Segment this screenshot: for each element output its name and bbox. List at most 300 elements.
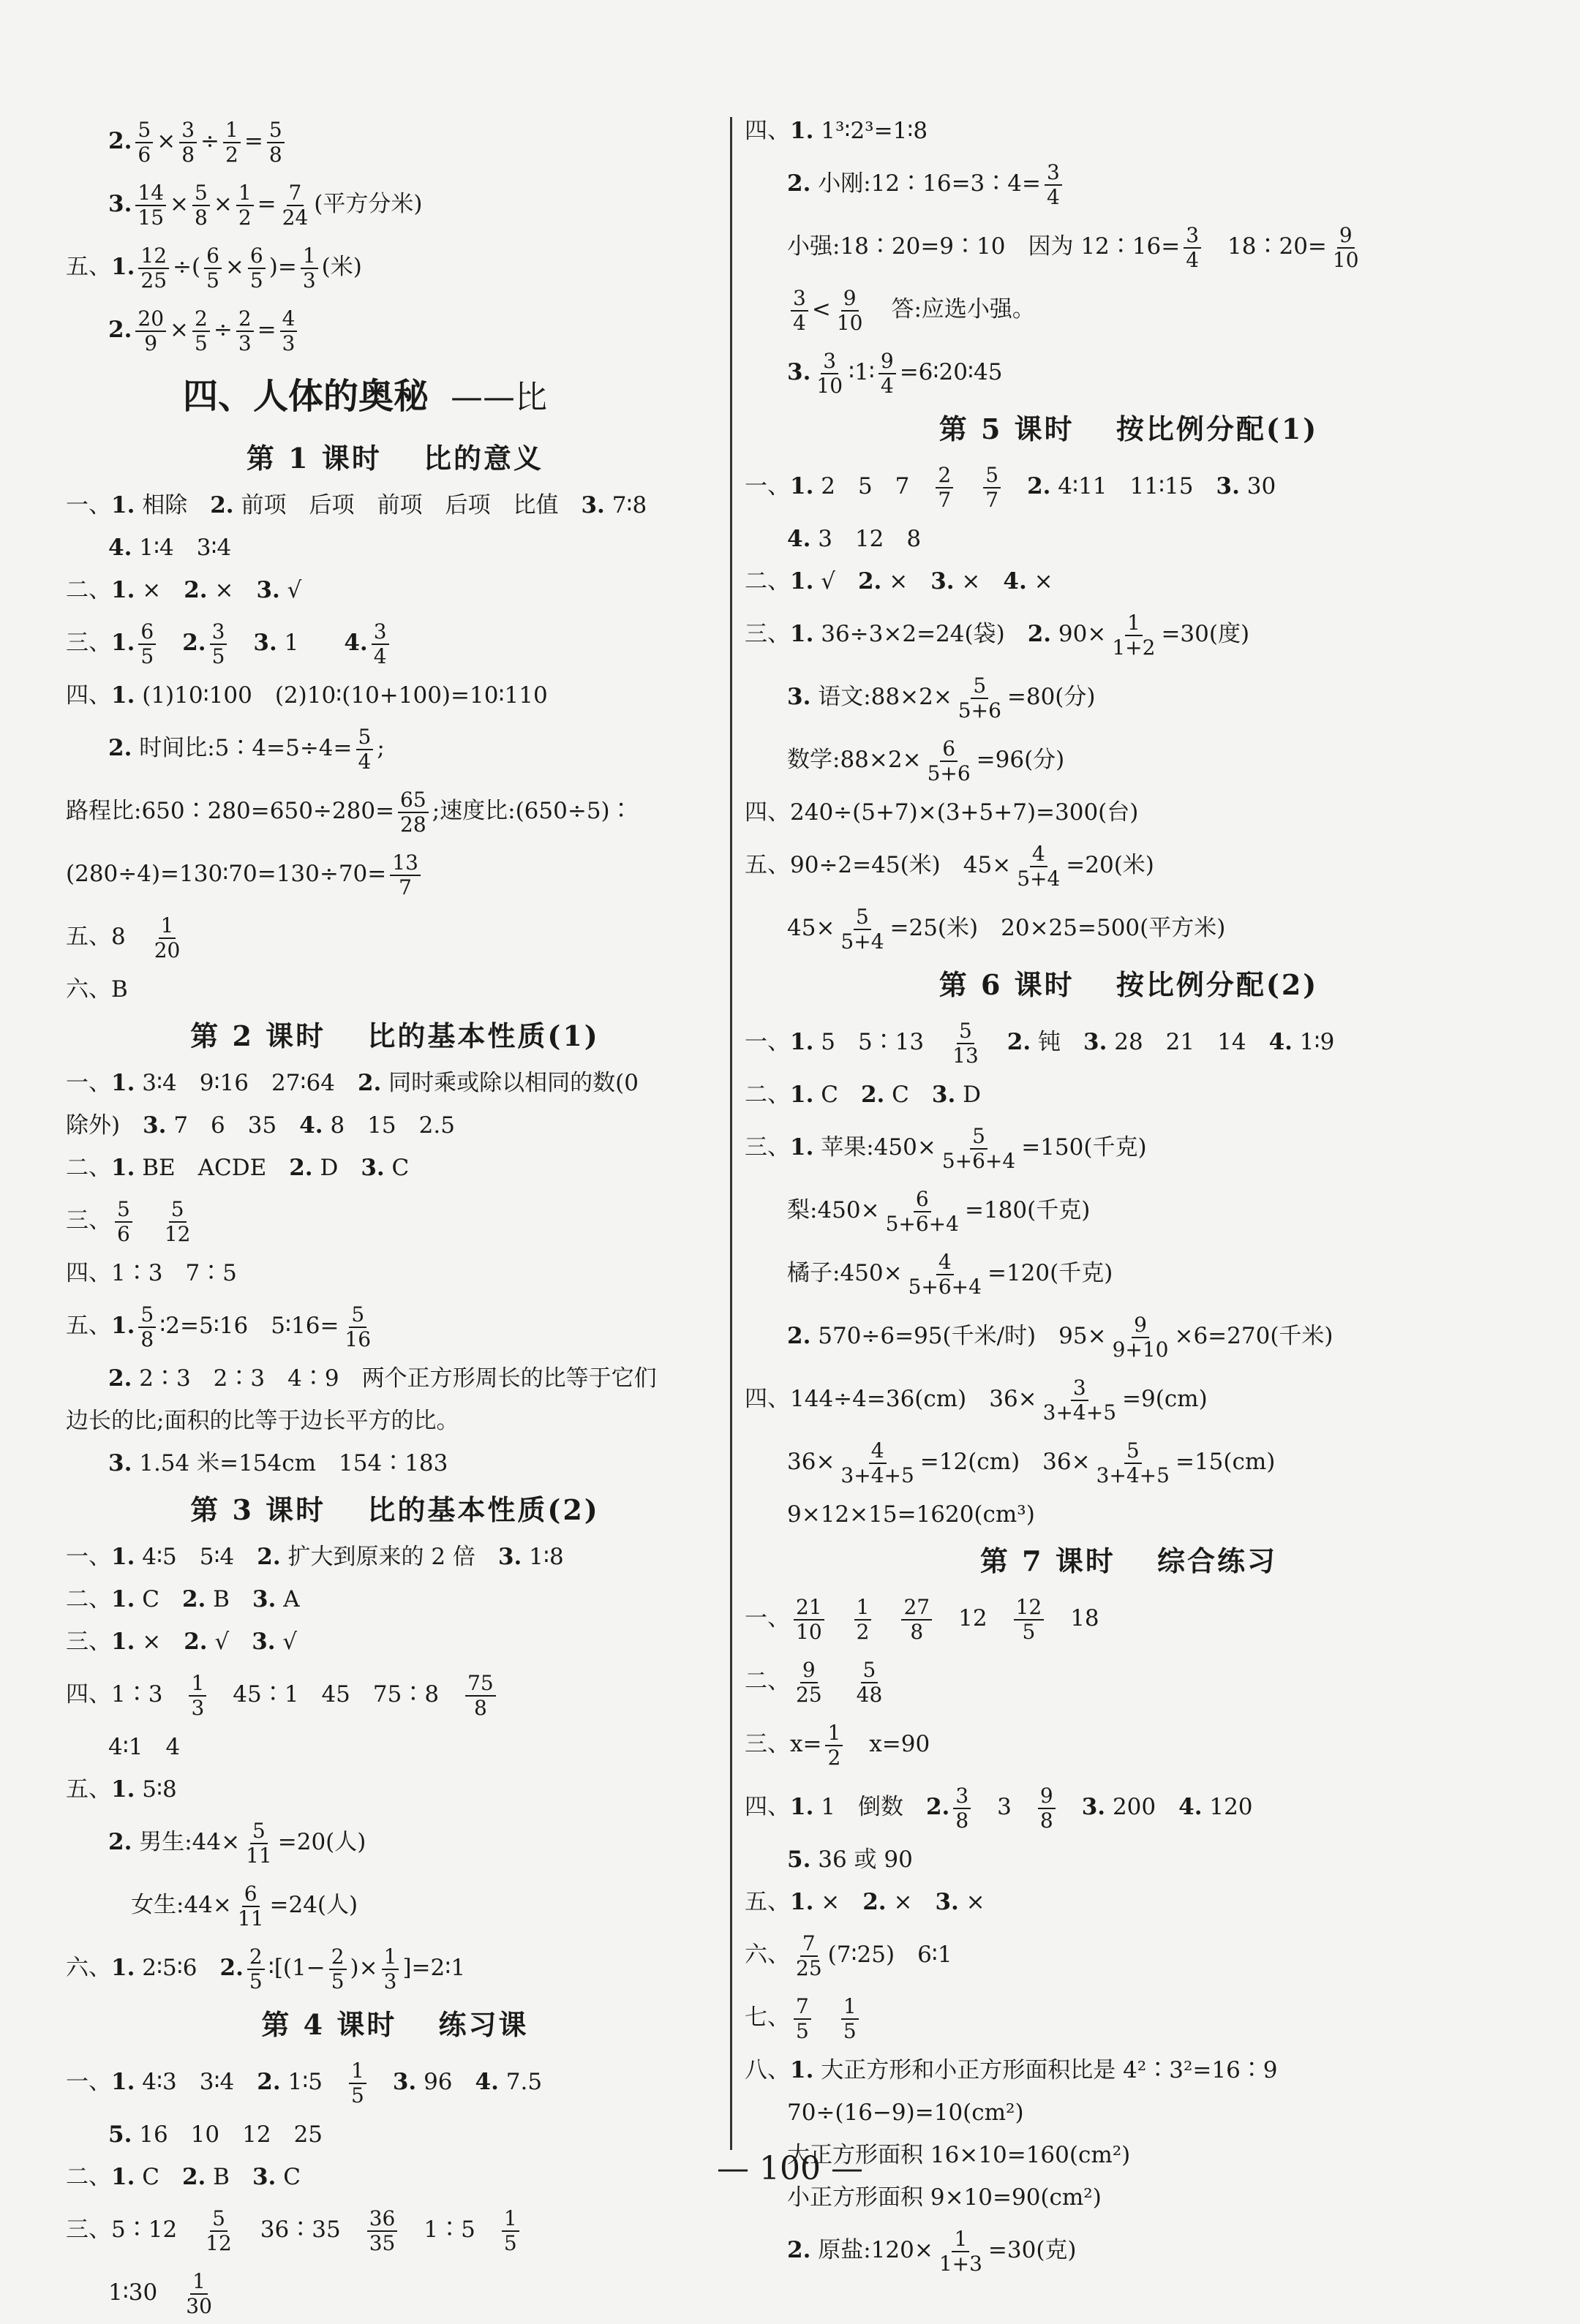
fraction-numerator: 5 <box>192 181 210 205</box>
item-number: 1. <box>790 1889 814 1915</box>
fraction-numerator: 3 <box>210 620 227 644</box>
fraction <box>115 1198 132 1245</box>
answer-line: 四、1. 1³∶2³=1∶8 <box>745 118 928 144</box>
answer-line: 六、 $\frac{7}{25}$ (7∶25) 6∶1 <box>745 1931 952 1980</box>
fraction-denominator: 5 <box>249 1969 263 1993</box>
unit-title <box>66 361 724 433</box>
fraction <box>280 181 311 229</box>
answer-line: 三、x= $\frac{1}{2}$ x=90 <box>745 1721 930 1770</box>
item-number: 3. <box>1216 473 1240 499</box>
answer-line: 三、1. 36÷3×2=24(袋) 2. 90× $\frac{1}{1+2}$ =30(度) <box>745 611 1250 660</box>
item-number: 1. <box>111 254 135 280</box>
fraction-numerator: 5 <box>971 674 988 698</box>
fraction-denominator: 3 <box>282 331 296 355</box>
answer-line: 六、B <box>66 976 128 1003</box>
fraction-numerator: 1 <box>825 1721 843 1746</box>
fraction-denominator: 5 <box>331 1969 345 1993</box>
fraction-numerator: 6 <box>242 1882 260 1906</box>
fraction-denominator: 8 <box>1039 1808 1053 1833</box>
fraction-denominator: 5 <box>249 268 263 293</box>
fraction <box>382 1945 399 1993</box>
fraction-numerator: 5 <box>267 118 285 143</box>
fraction-denominator: 8 <box>195 205 208 230</box>
answer-line: 四、1. 1 倒数 2. $\frac{3}{8}$ 3 $\frac{9}{8}$ 3. 200 4. 120 <box>745 1784 1253 1833</box>
column-divider <box>730 117 732 2150</box>
fraction <box>244 1819 274 1867</box>
fraction-numerator: 2 <box>329 1945 347 1969</box>
fraction-denominator: 7 <box>938 487 952 512</box>
fraction-numerator: 1 <box>236 181 254 205</box>
answer-line: 二、1. C 2. B 3. C <box>66 2164 301 2190</box>
fraction <box>950 1019 981 1067</box>
fraction <box>162 1198 193 1245</box>
answer-line: 二、1. C 2. B 3. A <box>66 1586 300 1612</box>
answer-line: 三、1. × 2. √ 3. √ <box>66 1629 298 1655</box>
fraction <box>1094 1439 1172 1487</box>
fraction-denominator: 5 <box>140 644 154 668</box>
fraction-numerator: 7 <box>287 181 304 205</box>
fraction-denominator: 2 <box>856 1619 870 1644</box>
fraction <box>1045 161 1062 208</box>
answer-line: 四、1∶3 $\frac{1}{3}$ 45∶1 45 75∶8 $\frac{75}{8}$ <box>66 1663 724 1726</box>
fraction-denominator: 48 <box>856 1682 883 1707</box>
fraction-denominator: 5+6+4 <box>941 1148 1016 1173</box>
item-number: 3. <box>930 568 955 595</box>
fraction-denominator: 5 <box>503 2230 517 2255</box>
fraction <box>301 244 318 292</box>
fraction-numerator: 6 <box>940 737 958 761</box>
fraction-denominator: 15 <box>138 205 165 230</box>
answer-line: 二、1. × 2. × 3. √ <box>66 577 302 603</box>
answer-line: 五、90÷2=45(米) 45× $\frac{4}{5+4}$ =20(米) <box>745 842 1154 891</box>
fraction-denominator: 4 <box>880 373 894 398</box>
item-number: 2. <box>787 170 811 197</box>
fraction <box>838 1439 916 1487</box>
fraction <box>879 350 896 397</box>
fraction-numerator: 5 <box>138 1303 156 1327</box>
answer-line: 1∶30 $\frac{1}{30}$ <box>66 2261 724 2324</box>
fraction-numerator: 4 <box>1030 842 1047 867</box>
fraction-denominator: 5 <box>195 331 208 355</box>
answer-line: 4. 3 12 8 <box>787 526 922 552</box>
item-number: 3. <box>108 191 132 217</box>
answer-line: 2. $\frac{5}{6}$ × $\frac{3}{8}$ ÷ $\frac{1}{2}$ = $\frac{5}{8}$ <box>66 110 724 173</box>
fraction-numerator: 5 <box>250 1819 268 1844</box>
fraction <box>372 620 389 668</box>
item-number: 2. <box>1027 621 1052 647</box>
answer-line: 三、1. 苹果:450× $\frac{5}{5+6+4}$ =150(千克) <box>745 1124 1147 1173</box>
fraction <box>236 1882 266 1930</box>
fraction-numerator: 2 <box>247 1945 265 1969</box>
answer-line: 45× $\frac{5}{5+4}$ =25(米) 20×25=500(平方米) <box>787 905 1226 954</box>
fraction-denominator: 10 <box>1332 247 1359 272</box>
answer-line: 一、1. 相除 2. 前项 后项 前项 后项 比值 3. 7∶8 <box>66 492 647 518</box>
right-column <box>745 110 1513 2282</box>
item-number: 3. <box>361 1155 385 1181</box>
fraction-numerator: 5 <box>983 464 1001 488</box>
answer-line: 2. 原盐:120× $\frac{1}{1+3}$ =30(克) <box>787 2227 1077 2276</box>
fraction <box>398 788 429 836</box>
fraction-denominator: 9+10 <box>1112 1337 1169 1362</box>
fraction <box>794 1995 811 2042</box>
item-number: 2. <box>108 1829 132 1855</box>
fraction-numerator: 5 <box>115 1198 132 1222</box>
fraction <box>135 118 153 166</box>
fraction-numerator: 7 <box>794 1995 811 2019</box>
fraction-denominator: 3 <box>302 268 316 293</box>
answer-line: 女生:44× $\frac{6}{11}$ =24(人) <box>108 1882 358 1931</box>
fraction-denominator: 28 <box>400 812 426 837</box>
lesson-heading: 第 1 课时 比的意义 <box>246 442 544 475</box>
fraction-numerator: 3 <box>953 1784 971 1808</box>
fraction-denominator: 11 <box>237 1906 264 1931</box>
fraction-numerator: 12 <box>138 244 169 268</box>
fraction-denominator: 20 <box>154 937 181 962</box>
fraction-numerator: 1 <box>841 1995 859 2019</box>
fraction <box>838 905 886 953</box>
item-number: 2. <box>108 128 132 154</box>
item-number: 3. <box>252 1586 276 1612</box>
answer-line: 二、 $\frac{9}{25}$ $\frac{5}{48}$ <box>745 1650 1513 1713</box>
item-number: 3. <box>581 492 605 518</box>
fraction-numerator: 1 <box>159 914 176 938</box>
lesson-heading: 第 2 课时 比的基本性质(1) <box>190 1019 600 1052</box>
item-number: 2. <box>1007 1029 1031 1055</box>
item-number: 3. <box>935 1889 959 1915</box>
fraction <box>356 725 374 773</box>
item-number: 1. <box>111 2069 135 2095</box>
fraction-numerator: 5 <box>861 1659 879 1683</box>
item-number: 3. <box>108 1450 132 1476</box>
answer-line: 八、1. 大正方形和小正方形面积比是 4²∶3²=16∶9 <box>745 2057 1278 2083</box>
fraction-numerator: 4 <box>280 307 298 331</box>
fraction-denominator: 4 <box>1186 247 1200 272</box>
fraction-numerator: 6 <box>914 1188 931 1212</box>
fraction-numerator: 1 <box>382 1945 399 1969</box>
fraction-denominator: 5+4 <box>840 929 884 954</box>
fraction-denominator: 3+4+5 <box>840 1463 914 1487</box>
answer-line: 边长的比;面积的比等于边长平方的比。 <box>66 1408 459 1434</box>
answer-line: 五、1. $\frac{5}{8}$ ∶2=5∶16 5∶16= $\frac{5}{16}$ <box>66 1294 724 1357</box>
fraction-numerator: 1 <box>189 1672 206 1696</box>
item-number: 1. <box>111 1776 135 1803</box>
fraction-numerator: 13 <box>390 851 421 875</box>
fraction-denominator: 16 <box>345 1327 372 1351</box>
item-number: 2. <box>257 2069 281 2095</box>
fraction-numerator: 9 <box>841 287 859 311</box>
fraction <box>236 307 254 355</box>
fraction-numerator: 2 <box>936 464 953 488</box>
fraction <box>210 620 227 668</box>
fraction-denominator: 7 <box>985 487 999 512</box>
fraction-numerator: 6 <box>204 244 222 268</box>
answer-line: 小强:18∶20=9∶10 因为 12∶16= $\frac{3}{4}$ 18∶20= $\frac{9}{10}$ <box>745 215 1513 278</box>
fraction-numerator: 1 <box>190 2270 208 2294</box>
answer-line: 5. 16 10 12 25 <box>108 2121 323 2148</box>
fraction-numerator: 2 <box>192 307 210 331</box>
item-number: 2. <box>210 492 234 518</box>
fraction <box>794 1596 824 1643</box>
item-number: 3. <box>1081 1794 1106 1820</box>
fraction-numerator: 9 <box>879 350 896 374</box>
item-number: 3. <box>497 1544 522 1570</box>
answer-line: 橘子:450× $\frac{4}{5+6+4}$ =120(千克) <box>787 1250 1113 1299</box>
fraction <box>901 1596 932 1643</box>
answer-line: 路程比:650∶280=650÷280= $\frac{65}{28}$ ;速度比:(650÷5)∶ <box>66 788 633 837</box>
item-number: 4. <box>108 535 132 561</box>
item-number: 4. <box>344 630 368 656</box>
fraction <box>1110 611 1157 659</box>
fraction-numerator: 20 <box>135 307 166 331</box>
fraction <box>342 1303 373 1351</box>
answer-line: 五、8 $\frac{1}{20}$ <box>66 905 724 968</box>
answer-line: 3. $\frac{3}{10}$ ∶1∶ $\frac{9}{4}$ =6∶20∶45 <box>787 349 1003 398</box>
item-number: 2. <box>219 1955 244 1981</box>
fraction <box>854 1596 872 1643</box>
answer-line: 四、1∶3 7∶5 <box>66 1260 237 1286</box>
fraction <box>367 2207 398 2255</box>
fraction-denominator: 3+4+5 <box>1096 1463 1170 1487</box>
item-number: 4. <box>475 2069 499 2095</box>
item-number: 5. <box>108 2121 132 2148</box>
item-number: 1. <box>790 1134 814 1161</box>
answer-line: 2. 2∶3 2∶3 4∶9 两个正方形周长的比等于它们 <box>108 1365 657 1392</box>
lesson-heading: 第 3 课时 比的基本性质(2) <box>190 1493 600 1526</box>
fraction-numerator: 7 <box>800 1932 818 1956</box>
item-number: 2. <box>862 1889 887 1915</box>
fraction <box>223 118 241 166</box>
fraction-denominator: 8 <box>473 1695 487 1720</box>
answer-line: 70÷(16−9)=10(cm²) <box>787 2099 1024 2126</box>
item-number: 1. <box>790 1082 814 1108</box>
fraction-denominator: 10 <box>836 310 863 335</box>
lesson-heading: 第 7 课时 综合练习 <box>979 1544 1278 1577</box>
fraction-numerator: 1 <box>301 244 318 268</box>
answer-line: 五、1. × 2. × 3. × <box>745 1889 985 1915</box>
fraction <box>135 307 166 355</box>
item-number: 2. <box>925 1794 950 1820</box>
lesson-heading: 第 4 课时 练习课 <box>261 2008 529 2041</box>
fraction-numerator: 5 <box>970 1125 988 1149</box>
fraction <box>854 1659 885 1706</box>
fraction <box>983 464 1001 511</box>
fraction-numerator: 3 <box>1184 224 1201 248</box>
answer-line: 2. 小刚:12∶16=3∶4= $\frac{3}{4}$ <box>745 152 1513 215</box>
fraction-numerator: 5 <box>210 2207 227 2231</box>
fraction <box>841 1995 859 2042</box>
fraction <box>280 307 298 355</box>
fraction-numerator: 14 <box>135 181 166 205</box>
fraction <box>179 118 197 166</box>
answer-line: 5. 36 或 90 <box>787 1846 913 1873</box>
fraction-denominator: 5 <box>843 2018 857 2043</box>
fraction-numerator: 1 <box>349 2059 366 2083</box>
fraction-numerator: 65 <box>398 788 429 812</box>
answer-line: 二、1. C 2. C 3. D <box>745 1082 981 1108</box>
fraction-denominator: 24 <box>282 205 309 230</box>
item-number: 4. <box>299 1112 323 1139</box>
fraction-denominator: 3 <box>238 331 252 355</box>
answer-line: 一、1. 3∶4 9∶16 27∶64 2. 同时乘或除以相同的数(0 <box>66 1070 639 1096</box>
fraction-denominator: 5 <box>796 2018 809 2043</box>
item-number: 2. <box>857 568 882 595</box>
answer-line: 2. $\frac{20}{9}$ × $\frac{2}{5}$ ÷ $\frac{2}{3}$ = $\frac{4}{3}$ <box>66 298 724 361</box>
fraction-numerator: 6 <box>248 244 266 268</box>
fraction <box>184 2270 214 2317</box>
item-number: 2. <box>108 317 132 343</box>
fraction-denominator: 8 <box>140 1327 154 1351</box>
fraction-numerator: 5 <box>349 1303 366 1327</box>
fraction-denominator: 4 <box>793 310 806 335</box>
fraction-numerator: 9 <box>1337 224 1355 248</box>
fraction-numerator: 5 <box>135 118 153 143</box>
item-number: 2. <box>108 735 132 761</box>
fraction-numerator: 5 <box>1124 1439 1142 1463</box>
fraction <box>814 350 845 397</box>
fraction-denominator: 10 <box>796 1619 822 1644</box>
fraction-numerator: 4 <box>936 1250 954 1275</box>
fraction-numerator: 1 <box>952 2227 969 2252</box>
fraction-denominator: 1+2 <box>1112 635 1156 660</box>
answer-line: 4. 1∶4 3∶4 <box>108 535 232 561</box>
fraction-denominator: 5+6 <box>927 761 971 785</box>
item-number: 1. <box>111 1313 135 1339</box>
answer-line: 一、1. 4∶5 5∶4 2. 扩大到原来的 2 倍 3. 1∶8 <box>66 1544 564 1570</box>
fraction <box>465 1672 496 1719</box>
fraction-denominator: 4 <box>373 644 387 668</box>
item-number: 5. <box>787 1846 811 1873</box>
answer-line: 五、1. $\frac{12}{25}$ ÷( $\frac{6}{5}$ × $\frac{6}{5}$ )= $\frac{1}{3}$ (米) <box>66 244 362 293</box>
fraction-denominator: 2 <box>827 1745 841 1770</box>
item-number: 2. <box>182 630 206 656</box>
fraction-numerator: 1 <box>223 118 241 143</box>
fraction <box>192 307 210 355</box>
answer-line: 一、1. 5 5∶13 $\frac{5}{13}$ 2. 钝 3. 28 21 14 4. 1∶9 <box>745 1019 1335 1068</box>
fraction-numerator: 1 <box>854 1596 872 1620</box>
lesson-heading: 第 5 课时 按比例分配(1) <box>938 412 1319 445</box>
item-number: 1. <box>111 1586 135 1612</box>
fraction-denominator: 8 <box>910 1619 924 1644</box>
fraction-denominator: 3+4+5 <box>1042 1400 1117 1425</box>
answer-line: 六、1. 2∶5∶6 2. $\frac{2}{5}$ ∶[(1− $\frac{2}{5}$ )× $\frac{1}{3}$ ]=2∶1 <box>66 1944 466 1993</box>
answer-line: 数学:88×2× $\frac{6}{5+6}$ =96(分) <box>787 736 1065 785</box>
fraction-numerator: 36 <box>367 2207 398 2231</box>
left-column <box>66 110 724 2324</box>
fraction-denominator: 5 <box>351 2083 364 2108</box>
answer-line: 一、 $\frac{21}{10}$ $\frac{1}{2}$ $\frac{27}{8}$ 12 $\frac{12}{5}$ 18 <box>745 1595 1099 1644</box>
item-number: 1. <box>790 621 814 647</box>
item-number: 4. <box>1003 568 1027 595</box>
fraction-denominator: 2 <box>225 142 238 167</box>
fraction <box>248 244 266 292</box>
fraction-denominator: 2 <box>238 205 252 230</box>
item-number: 1. <box>111 1070 135 1096</box>
fraction <box>1015 842 1062 890</box>
fraction <box>267 118 285 166</box>
fraction-denominator: 5+6+4 <box>908 1274 982 1299</box>
item-number: 2. <box>184 1629 208 1655</box>
fraction <box>152 914 183 962</box>
item-number: 3. <box>253 630 277 656</box>
item-number: 2. <box>860 1082 885 1108</box>
unit-title-main: 四、人体的奥秘 <box>183 376 429 417</box>
fraction-denominator: 8 <box>181 142 195 167</box>
fraction <box>1038 1784 1056 1832</box>
fraction-denominator: 5 <box>1022 1619 1036 1644</box>
item-number: 1. <box>790 118 814 144</box>
fraction-denominator: 3 <box>191 1695 205 1720</box>
item-number: 1. <box>790 1029 814 1055</box>
unit-title-sub: ——比 <box>451 379 548 416</box>
fraction-denominator: 5+4 <box>1017 866 1061 891</box>
item-number: 1. <box>111 2164 135 2190</box>
fraction <box>192 181 210 229</box>
answer-line: 四、144÷4=36(cm) 36× $\frac{3}{3+4+5}$ =9(cm) <box>745 1376 1208 1425</box>
fraction-numerator: 9 <box>800 1659 818 1683</box>
fraction-denominator: 25 <box>796 1955 822 1980</box>
item-number: 2. <box>1027 473 1051 499</box>
answer-line: $\frac{3}{4}$ < $\frac{9}{10}$ 答:应选小强。 <box>745 278 1513 341</box>
fraction-denominator: 7 <box>399 875 412 899</box>
item-number: 2. <box>184 577 208 603</box>
fraction-denominator: 5+6+4 <box>885 1211 959 1236</box>
fraction <box>502 2207 519 2255</box>
fraction-denominator: 11 <box>246 1843 272 1868</box>
fraction-numerator: 3 <box>1071 1376 1088 1400</box>
fraction <box>189 1672 206 1719</box>
item-number: 3. <box>1083 1029 1107 1055</box>
item-number: 3. <box>252 1629 276 1655</box>
answer-line: 3. $\frac{14}{15}$ × $\frac{5}{8}$ × $\frac{1}{2}$ = $\frac{7}{24}$ (平方分米) <box>108 181 423 230</box>
fraction-denominator: 12 <box>206 2230 232 2255</box>
fraction <box>794 1932 824 1980</box>
fraction <box>247 1945 265 1993</box>
fraction <box>791 287 808 334</box>
fraction <box>135 181 166 229</box>
item-number: 2. <box>257 1544 281 1570</box>
fraction <box>329 1945 347 1993</box>
item-number: 3. <box>787 684 811 710</box>
item-number: 2. <box>357 1070 382 1096</box>
item-number: 4. <box>787 526 811 552</box>
answer-line: 36× $\frac{4}{3+4+5}$ =12(cm) 36× $\frac{5}{3+4+5}$ =15(cm) <box>787 1438 1276 1487</box>
item-number: 2. <box>108 1365 132 1392</box>
fraction-denominator: 13 <box>952 1043 979 1068</box>
answer-line: 3. 1.54 米=154cm 154∶183 <box>108 1450 448 1476</box>
fraction <box>1041 1376 1118 1424</box>
fraction-numerator: 6 <box>138 620 156 644</box>
page-number: — 100 — <box>717 2150 863 2187</box>
answer-line: 三、1. $\frac{6}{5}$ 2. $\frac{3}{5}$ 3. 1 4. $\frac{3}{4}$ <box>66 611 724 674</box>
fraction-numerator: 5 <box>356 725 374 750</box>
fraction <box>906 1250 984 1298</box>
fraction-numerator: 9 <box>1038 1784 1056 1808</box>
item-number: 1. <box>790 568 814 595</box>
fraction <box>794 1659 824 1706</box>
item-number: 2. <box>289 1155 313 1181</box>
fraction <box>390 851 421 899</box>
item-number: 3. <box>256 577 280 603</box>
fraction <box>825 1721 843 1769</box>
fraction <box>1184 224 1201 271</box>
answer-line: 3. 语文:88×2× $\frac{5}{5+6}$ =80(分) <box>787 674 1096 723</box>
fraction <box>835 287 865 334</box>
fraction-denominator: 30 <box>186 2293 212 2318</box>
item-number: 3. <box>787 359 811 385</box>
item-number: 2. <box>787 2237 811 2263</box>
fraction-denominator: 1+3 <box>938 2251 982 2276</box>
fraction-denominator: 6 <box>117 1221 130 1246</box>
